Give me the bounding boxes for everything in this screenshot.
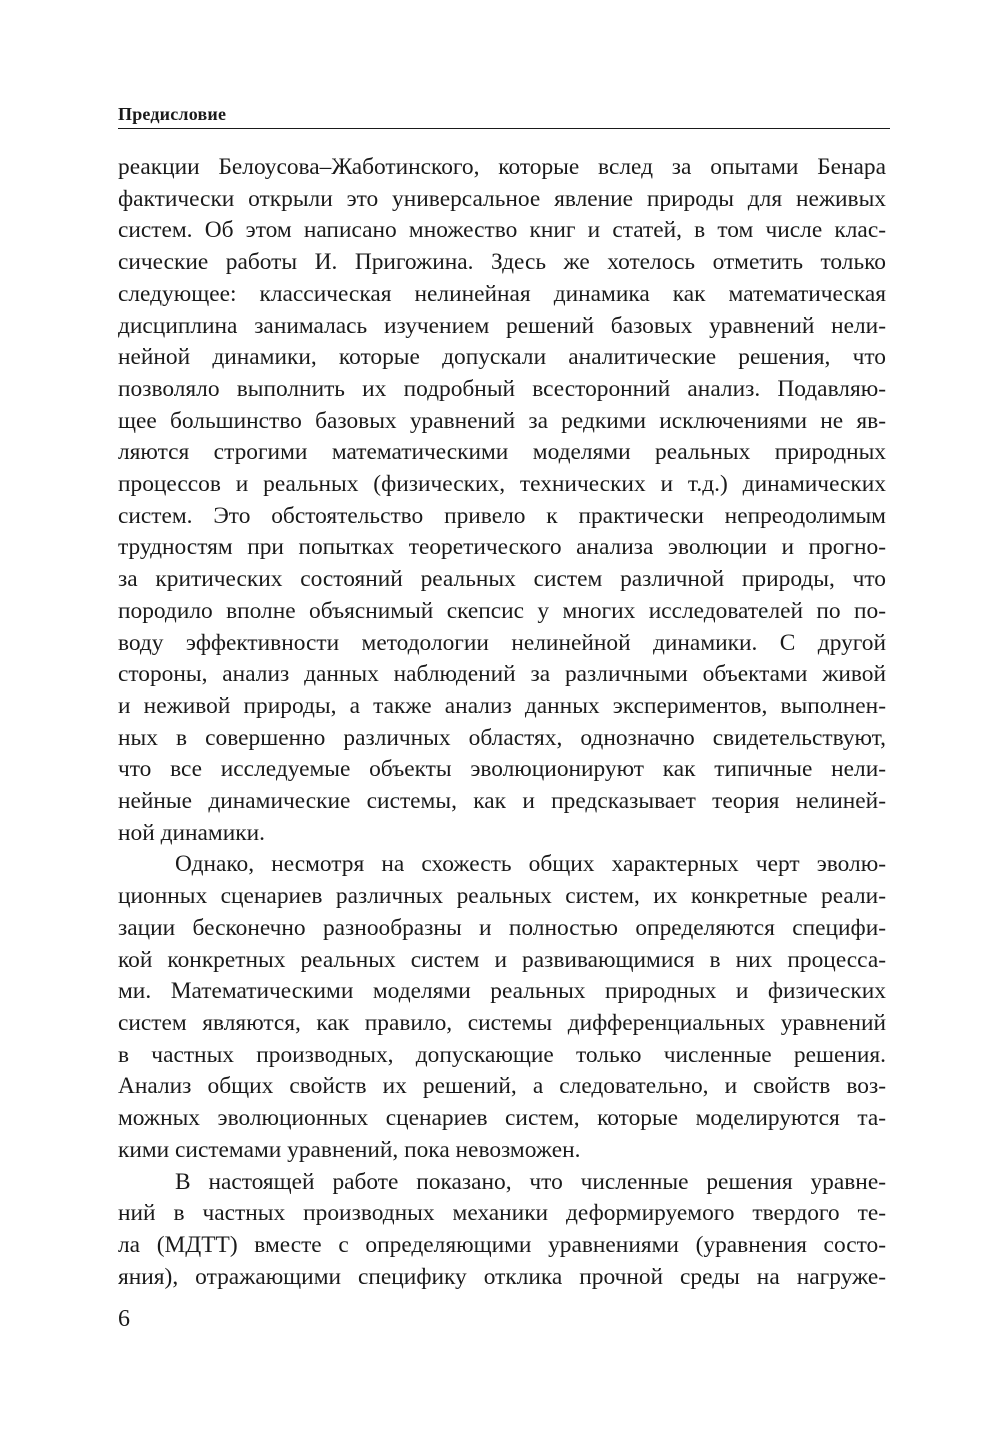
text-line: ми. Математическими моделями реальных природных и физических bbox=[118, 978, 886, 1005]
text-line: ционных сценариев различных реальных систем, их конкретные реали- bbox=[118, 883, 886, 910]
text-line: щее большинство базовых уравнений за редкими исключениями не яв- bbox=[118, 407, 886, 434]
text-line: Анализ общих свойств их решений, а следовательно, и свойств воз- bbox=[118, 1073, 886, 1100]
paragraph bbox=[118, 1167, 886, 1294]
text-line: следующее: классическая нелинейная динамика как математическая bbox=[118, 280, 886, 307]
page-number: 6 bbox=[118, 1306, 130, 1332]
text-line: Однако, несмотря на схожесть общих характерных черт эволю- bbox=[175, 851, 886, 878]
text-line: ляются строгими математическими моделями реальных природных bbox=[118, 439, 886, 466]
body-text bbox=[118, 152, 886, 1293]
text-line: нейные динамические системы, как и предсказывает теория нелиней- bbox=[118, 788, 886, 815]
text-line: что все исследуемые объекты эволюционируют как типичные нели- bbox=[118, 756, 886, 783]
text-line: нейной динамики, которые допускали аналитические решения, что bbox=[118, 344, 886, 371]
text-line: ных в совершенно различных областях, однозначно свидетельствуют, bbox=[118, 724, 886, 751]
text-line: позволяло выполнить их подробный всесторонний анализ. Подавляю- bbox=[118, 375, 886, 402]
text-line: ной динамики. bbox=[118, 819, 265, 846]
text-line: в частных производных, допускающие только численные решения. bbox=[118, 1041, 886, 1068]
text-line: кой конкретных реальных систем и развивающимися в них процесса- bbox=[118, 946, 886, 973]
paragraph bbox=[118, 849, 886, 1166]
text-line: стороны, анализ данных наблюдений за различными объектами живой bbox=[118, 661, 886, 688]
text-line: породило вполне объяснимый скепсис у многих исследователей по по- bbox=[118, 597, 886, 624]
text-line: систем являются, как правило, системы дифференциальных уравнений bbox=[118, 1009, 886, 1036]
text-line: сические работы И. Пригожина. Здесь же хотелось отметить только bbox=[118, 249, 886, 276]
text-line: воду эффективности методологии нелинейной динамики. С другой bbox=[118, 629, 886, 656]
text-line: ний в частных производных механики деформируемого твердого те- bbox=[118, 1200, 886, 1227]
text-line: за критических состояний реальных систем различной природы, что bbox=[118, 566, 886, 593]
text-line: зации бесконечно разнообразны и полностью определяются специфи- bbox=[118, 914, 886, 941]
text-line: яния), отражающими специфику отклика прочной среды на нагруже- bbox=[118, 1263, 886, 1290]
text-line: систем. Об этом написано множество книг и статей, в том числе клас- bbox=[118, 217, 886, 244]
text-line: процессов и реальных (физических, технических и т.д.) динамических bbox=[118, 471, 886, 498]
text-line: дисциплина занималась изучением решений базовых уравнений нели- bbox=[118, 312, 886, 339]
text-line: ла (МДТТ) вместе с определяющими уравнениями (уравнения состо- bbox=[118, 1231, 886, 1258]
text-line: В настоящей работе показано, что численные решения уравне- bbox=[175, 1168, 886, 1195]
text-line: и неживой природы, а также анализ данных экспериментов, выполнен- bbox=[118, 692, 886, 719]
text-line: систем. Это обстоятельство привело к практически непреодолимым bbox=[118, 502, 886, 529]
text-line: фактически открыли это универсальное явление природы для неживых bbox=[118, 185, 886, 212]
paragraph bbox=[118, 152, 886, 849]
text-line: трудностям при попытках теоретического анализа эволюции и прогно- bbox=[118, 534, 886, 561]
running-header bbox=[118, 104, 890, 129]
text-line: кими системами уравнений, пока невозможен. bbox=[118, 1136, 581, 1163]
section-title: Предисловие bbox=[118, 104, 227, 124]
text-line: можных эволюционных сценариев систем, которые моделируются та- bbox=[118, 1105, 886, 1132]
text-line: реакции Белоусова–Жаботинского, которые вслед за опытами Бенара bbox=[118, 154, 886, 180]
